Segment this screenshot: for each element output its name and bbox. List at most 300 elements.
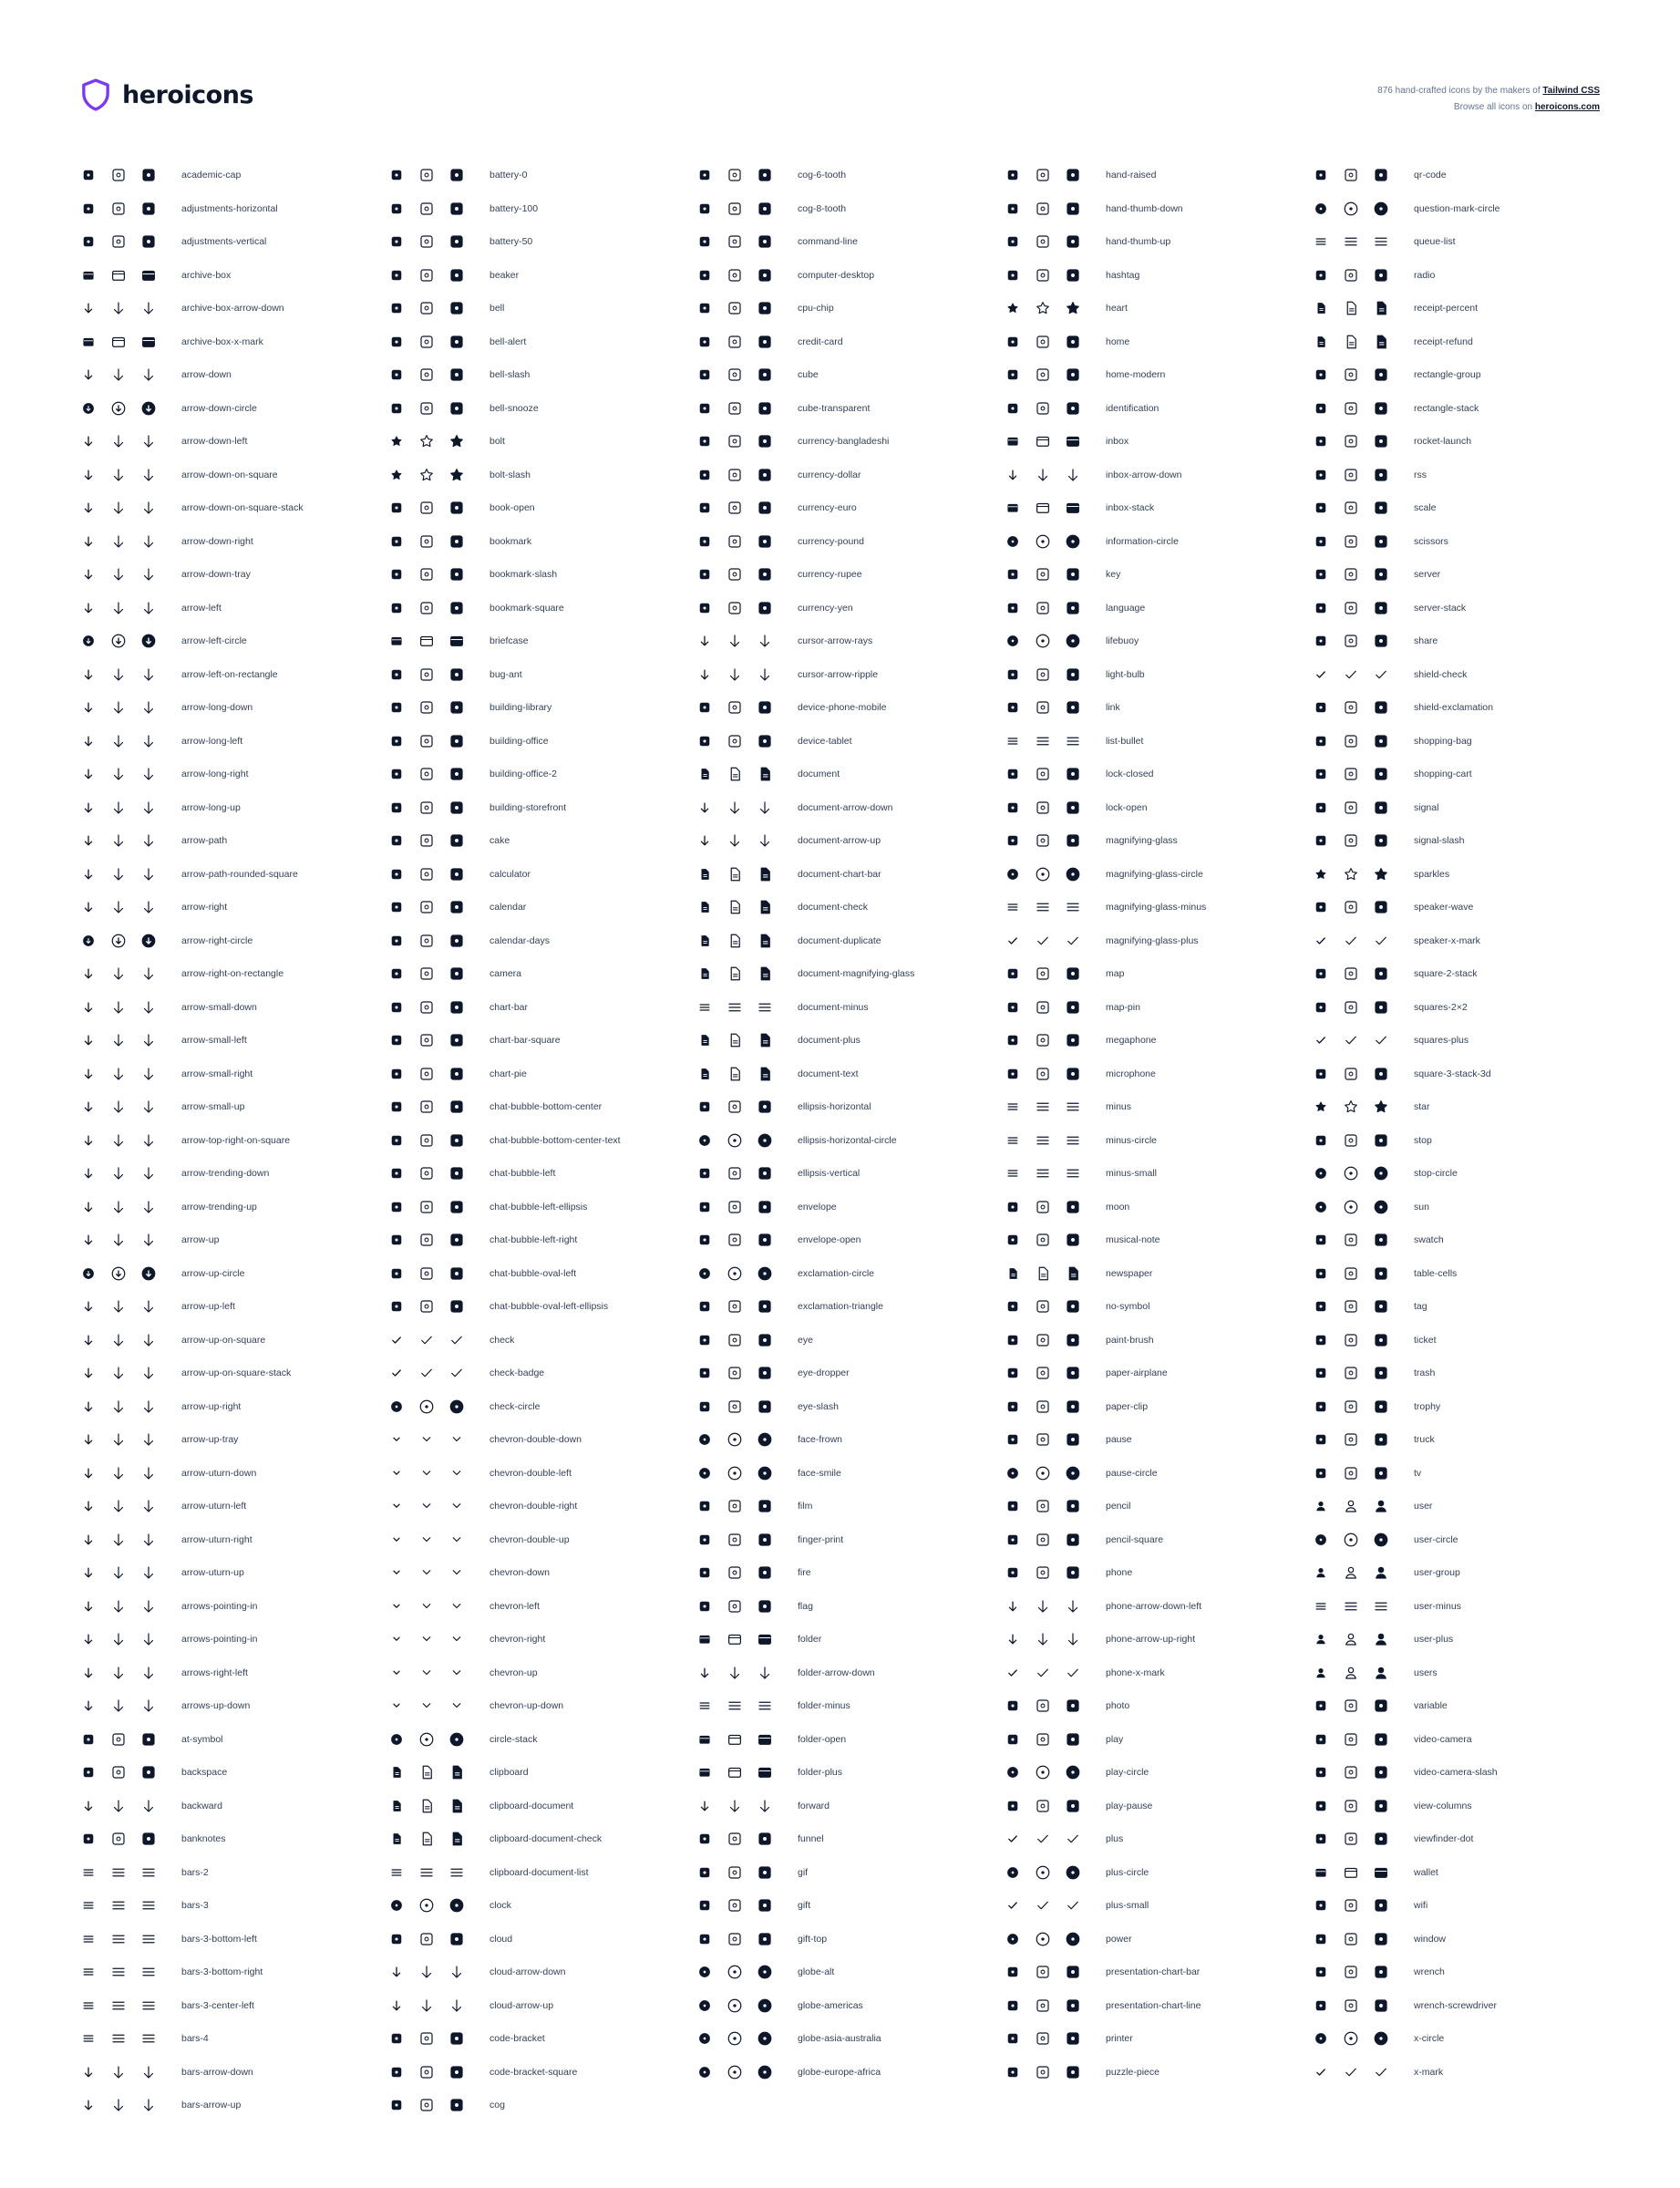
icon-row[interactable] xyxy=(80,1989,381,2023)
arrow-left-circle-mini-icon[interactable] xyxy=(80,633,97,649)
arrow-long-down-mini-icon[interactable] xyxy=(80,699,97,716)
arrow-down-on-square-stack-outline-icon[interactable] xyxy=(110,500,127,516)
cog-solid-icon[interactable] xyxy=(448,2097,465,2113)
chat-bubble-left-ellipsis-mini-icon[interactable] xyxy=(388,1199,405,1215)
folder-minus-outline-icon[interactable] xyxy=(727,1698,743,1714)
scissors-outline-icon[interactable] xyxy=(1343,533,1359,550)
arrow-left-on-rectangle-solid-icon[interactable] xyxy=(140,666,157,683)
icon-row[interactable] xyxy=(696,1989,997,2023)
bolt-mini-icon[interactable] xyxy=(388,433,405,449)
icon-row[interactable] xyxy=(388,1290,689,1324)
inbox-arrow-down-solid-icon[interactable] xyxy=(1065,467,1081,483)
minus-outline-icon[interactable] xyxy=(1035,1099,1051,1115)
minus-circle-outline-icon[interactable] xyxy=(1035,1132,1051,1149)
chat-bubble-oval-left-ellipsis-outline-icon[interactable] xyxy=(418,1298,435,1315)
envelope-open-outline-icon[interactable] xyxy=(727,1232,743,1248)
icon-row[interactable] xyxy=(1005,2022,1305,2056)
icon-row[interactable] xyxy=(1313,1856,1613,1890)
icon-row[interactable] xyxy=(80,1590,381,1624)
photo-outline-icon[interactable] xyxy=(1035,1698,1051,1714)
arrow-long-left-solid-icon[interactable] xyxy=(140,733,157,749)
stop-mini-icon[interactable] xyxy=(1313,1132,1329,1149)
chat-bubble-left-ellipsis-outline-icon[interactable] xyxy=(418,1199,435,1215)
icon-row[interactable] xyxy=(388,1157,689,1191)
presentation-chart-bar-mini-icon[interactable] xyxy=(1005,1964,1021,1980)
arrow-trending-down-outline-icon[interactable] xyxy=(110,1165,127,1182)
icon-row[interactable] xyxy=(1005,624,1305,658)
arrow-down-on-square-stack-solid-icon[interactable] xyxy=(140,500,157,516)
receipt-percent-mini-icon[interactable] xyxy=(1313,300,1329,316)
icon-row[interactable] xyxy=(696,1157,997,1191)
bug-ant-mini-icon[interactable] xyxy=(388,666,405,683)
bolt-slash-solid-icon[interactable] xyxy=(448,467,465,483)
icon-row[interactable] xyxy=(80,1024,381,1058)
magnifying-glass-minus-mini-icon[interactable] xyxy=(1005,899,1021,915)
wrench-screwdriver-mini-icon[interactable] xyxy=(1313,1997,1329,2014)
bars-4-solid-icon[interactable] xyxy=(140,2030,157,2047)
sparkles-outline-icon[interactable] xyxy=(1343,866,1359,882)
x-mark-outline-icon[interactable] xyxy=(1343,2064,1359,2080)
home-outline-icon[interactable] xyxy=(1035,334,1051,350)
user-plus-mini-icon[interactable] xyxy=(1313,1631,1329,1647)
icon-row[interactable] xyxy=(1005,1223,1305,1257)
icon-row[interactable] xyxy=(1313,2022,1613,2056)
document-arrow-down-outline-icon[interactable] xyxy=(727,800,743,816)
plus-solid-icon[interactable] xyxy=(1065,1831,1081,1847)
icon-row[interactable] xyxy=(1005,1024,1305,1058)
icon-row[interactable] xyxy=(696,658,997,692)
folder-minus-solid-icon[interactable] xyxy=(757,1698,773,1714)
arrow-long-down-solid-icon[interactable] xyxy=(140,699,157,716)
icon-row[interactable] xyxy=(696,1058,997,1091)
phone-x-mark-solid-icon[interactable] xyxy=(1065,1665,1081,1681)
icon-row[interactable] xyxy=(388,558,689,592)
inbox-arrow-down-outline-icon[interactable] xyxy=(1035,467,1051,483)
currency-rupee-mini-icon[interactable] xyxy=(696,566,713,583)
arrows-pointing-in-solid-icon[interactable] xyxy=(140,1631,157,1647)
microphone-outline-icon[interactable] xyxy=(1035,1066,1051,1082)
cloud-arrow-up-solid-icon[interactable] xyxy=(448,1997,465,2014)
receipt-refund-solid-icon[interactable] xyxy=(1373,334,1389,350)
pause-circle-solid-icon[interactable] xyxy=(1065,1465,1081,1481)
icon-row[interactable] xyxy=(80,1790,381,1823)
chevron-double-down-outline-icon[interactable] xyxy=(418,1431,435,1448)
ellipsis-horizontal-solid-icon[interactable] xyxy=(757,1099,773,1115)
computer-desktop-mini-icon[interactable] xyxy=(696,267,713,284)
icon-row[interactable] xyxy=(1313,1090,1613,1124)
command-line-outline-icon[interactable] xyxy=(727,233,743,250)
camera-solid-icon[interactable] xyxy=(448,965,465,982)
cake-outline-icon[interactable] xyxy=(418,832,435,849)
plus-circle-mini-icon[interactable] xyxy=(1005,1864,1021,1881)
document-mini-icon[interactable] xyxy=(696,766,713,782)
speaker-x-mark-outline-icon[interactable] xyxy=(1343,933,1359,949)
device-phone-mobile-solid-icon[interactable] xyxy=(757,699,773,716)
radio-mini-icon[interactable] xyxy=(1313,267,1329,284)
wrench-mini-icon[interactable] xyxy=(1313,1964,1329,1980)
icon-row[interactable] xyxy=(80,1357,381,1390)
clipboard-document-solid-icon[interactable] xyxy=(448,1798,465,1814)
adjustments-vertical-outline-icon[interactable] xyxy=(110,233,127,250)
check-mini-icon[interactable] xyxy=(388,1332,405,1348)
icon-row[interactable] xyxy=(1313,425,1613,459)
chart-pie-mini-icon[interactable] xyxy=(388,1066,405,1082)
adjustments-horizontal-outline-icon[interactable] xyxy=(110,201,127,217)
chat-bubble-left-right-outline-icon[interactable] xyxy=(418,1232,435,1248)
document-chart-bar-solid-icon[interactable] xyxy=(757,866,773,882)
arrow-small-left-outline-icon[interactable] xyxy=(110,1032,127,1048)
icon-row[interactable] xyxy=(696,858,997,892)
arrows-up-down-mini-icon[interactable] xyxy=(80,1698,97,1714)
cube-outline-icon[interactable] xyxy=(727,366,743,383)
credit-card-outline-icon[interactable] xyxy=(727,334,743,350)
eye-slash-solid-icon[interactable] xyxy=(757,1398,773,1415)
identification-outline-icon[interactable] xyxy=(1035,400,1051,417)
icon-row[interactable] xyxy=(696,1756,997,1790)
icon-row[interactable] xyxy=(1313,292,1613,325)
gift-top-mini-icon[interactable] xyxy=(696,1931,713,1947)
icon-row[interactable] xyxy=(1313,592,1613,625)
user-minus-solid-icon[interactable] xyxy=(1373,1598,1389,1615)
icon-row[interactable] xyxy=(80,525,381,559)
queue-list-outline-icon[interactable] xyxy=(1343,233,1359,250)
banknotes-mini-icon[interactable] xyxy=(80,1831,97,1847)
document-solid-icon[interactable] xyxy=(757,766,773,782)
banknotes-outline-icon[interactable] xyxy=(110,1831,127,1847)
chat-bubble-oval-left-mini-icon[interactable] xyxy=(388,1265,405,1282)
minus-solid-icon[interactable] xyxy=(1065,1099,1081,1115)
document-minus-outline-icon[interactable] xyxy=(727,999,743,1016)
icon-row[interactable] xyxy=(696,758,997,791)
icon-row[interactable] xyxy=(696,1656,997,1690)
flag-mini-icon[interactable] xyxy=(696,1598,713,1615)
icon-row[interactable] xyxy=(1313,1357,1613,1390)
arrow-right-solid-icon[interactable] xyxy=(140,899,157,915)
funnel-mini-icon[interactable] xyxy=(696,1831,713,1847)
icon-row[interactable] xyxy=(1005,1090,1305,1124)
star-mini-icon[interactable] xyxy=(1313,1099,1329,1115)
map-pin-outline-icon[interactable] xyxy=(1035,999,1051,1016)
swatch-mini-icon[interactable] xyxy=(1313,1232,1329,1248)
globe-americas-outline-icon[interactable] xyxy=(727,1997,743,2014)
trophy-outline-icon[interactable] xyxy=(1343,1398,1359,1415)
icon-row[interactable] xyxy=(388,1423,689,1457)
icon-row[interactable] xyxy=(1313,1956,1613,1989)
magnifying-glass-circle-solid-icon[interactable] xyxy=(1065,866,1081,882)
cloud-outline-icon[interactable] xyxy=(418,1931,435,1947)
heroicons-logo[interactable] xyxy=(80,78,253,111)
video-camera-slash-outline-icon[interactable] xyxy=(1343,1764,1359,1780)
banknotes-solid-icon[interactable] xyxy=(140,1831,157,1847)
document-chart-bar-outline-icon[interactable] xyxy=(727,866,743,882)
icon-row[interactable] xyxy=(1005,1822,1305,1856)
chevron-double-up-outline-icon[interactable] xyxy=(418,1532,435,1548)
globe-americas-solid-icon[interactable] xyxy=(757,1997,773,2014)
chevron-double-up-solid-icon[interactable] xyxy=(448,1532,465,1548)
circle-stack-mini-icon[interactable] xyxy=(388,1731,405,1748)
share-mini-icon[interactable] xyxy=(1313,633,1329,649)
arrow-long-left-outline-icon[interactable] xyxy=(110,733,127,749)
lifebuoy-mini-icon[interactable] xyxy=(1005,633,1021,649)
backspace-mini-icon[interactable] xyxy=(80,1764,97,1780)
icon-row[interactable] xyxy=(696,991,997,1025)
play-pause-solid-icon[interactable] xyxy=(1065,1798,1081,1814)
eye-dropper-outline-icon[interactable] xyxy=(727,1365,743,1381)
battery-100-mini-icon[interactable] xyxy=(388,201,405,217)
moon-outline-icon[interactable] xyxy=(1035,1199,1051,1215)
shield-exclamation-outline-icon[interactable] xyxy=(1343,699,1359,716)
icon-row[interactable] xyxy=(80,758,381,791)
bars-3-bottom-right-outline-icon[interactable] xyxy=(110,1964,127,1980)
chat-bubble-oval-left-solid-icon[interactable] xyxy=(448,1265,465,1282)
forward-mini-icon[interactable] xyxy=(696,1798,713,1814)
phone-outline-icon[interactable] xyxy=(1035,1564,1051,1581)
building-office-2-outline-icon[interactable] xyxy=(418,766,435,782)
paper-clip-outline-icon[interactable] xyxy=(1035,1398,1051,1415)
icon-row[interactable] xyxy=(1005,791,1305,825)
bell-slash-outline-icon[interactable] xyxy=(418,366,435,383)
briefcase-mini-icon[interactable] xyxy=(388,633,405,649)
icon-row[interactable] xyxy=(696,292,997,325)
icon-row[interactable] xyxy=(388,924,689,958)
bell-solid-icon[interactable] xyxy=(448,300,465,316)
icon-row[interactable] xyxy=(1005,957,1305,991)
currency-bangladeshi-mini-icon[interactable] xyxy=(696,433,713,449)
at-symbol-solid-icon[interactable] xyxy=(140,1731,157,1748)
heart-mini-icon[interactable] xyxy=(1005,300,1021,316)
cog-8-tooth-mini-icon[interactable] xyxy=(696,201,713,217)
arrow-long-right-outline-icon[interactable] xyxy=(110,766,127,782)
language-outline-icon[interactable] xyxy=(1035,600,1051,616)
scale-mini-icon[interactable] xyxy=(1313,500,1329,516)
map-outline-icon[interactable] xyxy=(1035,965,1051,982)
icon-row[interactable] xyxy=(1313,159,1613,192)
icon-row[interactable] xyxy=(1005,259,1305,293)
icon-row[interactable] xyxy=(388,592,689,625)
play-mini-icon[interactable] xyxy=(1005,1731,1021,1748)
icon-row[interactable] xyxy=(80,824,381,858)
icon-row[interactable] xyxy=(1313,791,1613,825)
no-symbol-outline-icon[interactable] xyxy=(1035,1298,1051,1315)
speaker-wave-solid-icon[interactable] xyxy=(1373,899,1389,915)
arrow-down-circle-mini-icon[interactable] xyxy=(80,400,97,417)
bell-alert-outline-icon[interactable] xyxy=(418,334,435,350)
icon-row[interactable] xyxy=(388,991,689,1025)
bell-slash-solid-icon[interactable] xyxy=(448,366,465,383)
check-badge-mini-icon[interactable] xyxy=(388,1365,405,1381)
document-text-outline-icon[interactable] xyxy=(727,1066,743,1082)
icon-row[interactable] xyxy=(80,1124,381,1158)
chart-pie-outline-icon[interactable] xyxy=(418,1066,435,1082)
icon-row[interactable] xyxy=(1005,1889,1305,1923)
x-mark-mini-icon[interactable] xyxy=(1313,2064,1329,2080)
square-2-stack-mini-icon[interactable] xyxy=(1313,965,1329,982)
arrow-uturn-left-solid-icon[interactable] xyxy=(140,1498,157,1514)
cog-8-tooth-solid-icon[interactable] xyxy=(757,201,773,217)
hand-raised-outline-icon[interactable] xyxy=(1035,167,1051,183)
icon-row[interactable] xyxy=(1005,225,1305,259)
document-text-mini-icon[interactable] xyxy=(696,1066,713,1082)
hashtag-solid-icon[interactable] xyxy=(1065,267,1081,284)
arrow-small-up-outline-icon[interactable] xyxy=(110,1099,127,1115)
bookmark-solid-icon[interactable] xyxy=(448,533,465,550)
arrow-uturn-up-solid-icon[interactable] xyxy=(140,1564,157,1581)
list-bullet-solid-icon[interactable] xyxy=(1065,733,1081,749)
film-outline-icon[interactable] xyxy=(727,1498,743,1514)
view-columns-solid-icon[interactable] xyxy=(1373,1798,1389,1814)
arrow-left-circle-solid-icon[interactable] xyxy=(140,633,157,649)
arrow-down-right-mini-icon[interactable] xyxy=(80,533,97,550)
chart-bar-square-solid-icon[interactable] xyxy=(448,1032,465,1048)
icon-row[interactable] xyxy=(80,1656,381,1690)
arrow-trending-down-mini-icon[interactable] xyxy=(80,1165,97,1182)
document-chart-bar-mini-icon[interactable] xyxy=(696,866,713,882)
icon-row[interactable] xyxy=(388,1324,689,1357)
swatch-solid-icon[interactable] xyxy=(1373,1232,1389,1248)
shopping-cart-mini-icon[interactable] xyxy=(1313,766,1329,782)
icon-row[interactable] xyxy=(696,824,997,858)
icon-row[interactable] xyxy=(696,159,997,192)
heroicons-site-link[interactable]: heroicons.com xyxy=(1534,102,1600,112)
plus-mini-icon[interactable] xyxy=(1005,1831,1021,1847)
paper-airplane-mini-icon[interactable] xyxy=(1005,1365,1021,1381)
list-bullet-mini-icon[interactable] xyxy=(1005,733,1021,749)
icon-row[interactable] xyxy=(1005,725,1305,759)
icon-row[interactable] xyxy=(388,957,689,991)
icon-row[interactable] xyxy=(696,491,997,525)
variable-outline-icon[interactable] xyxy=(1343,1698,1359,1714)
eye-dropper-mini-icon[interactable] xyxy=(696,1365,713,1381)
tv-solid-icon[interactable] xyxy=(1373,1465,1389,1481)
icon-row[interactable] xyxy=(388,824,689,858)
chart-pie-solid-icon[interactable] xyxy=(448,1066,465,1082)
musical-note-mini-icon[interactable] xyxy=(1005,1232,1021,1248)
magnifying-glass-plus-mini-icon[interactable] xyxy=(1005,933,1021,949)
minus-circle-solid-icon[interactable] xyxy=(1065,1132,1081,1149)
user-minus-mini-icon[interactable] xyxy=(1313,1598,1329,1615)
icon-row[interactable] xyxy=(696,791,997,825)
user-group-outline-icon[interactable] xyxy=(1343,1564,1359,1581)
archive-box-x-mark-outline-icon[interactable] xyxy=(110,334,127,350)
chat-bubble-left-ellipsis-solid-icon[interactable] xyxy=(448,1199,465,1215)
icon-row[interactable] xyxy=(388,725,689,759)
icon-row[interactable] xyxy=(1313,1290,1613,1324)
funnel-solid-icon[interactable] xyxy=(757,1831,773,1847)
document-check-mini-icon[interactable] xyxy=(696,899,713,915)
newspaper-outline-icon[interactable] xyxy=(1035,1265,1051,1282)
archive-box-mini-icon[interactable] xyxy=(80,267,97,284)
cpu-chip-outline-icon[interactable] xyxy=(727,300,743,316)
icon-row[interactable] xyxy=(1313,1656,1613,1690)
bars-2-mini-icon[interactable] xyxy=(80,1864,97,1881)
eye-slash-outline-icon[interactable] xyxy=(727,1398,743,1415)
device-tablet-solid-icon[interactable] xyxy=(757,733,773,749)
computer-desktop-solid-icon[interactable] xyxy=(757,267,773,284)
document-plus-mini-icon[interactable] xyxy=(696,1032,713,1048)
shield-check-solid-icon[interactable] xyxy=(1373,666,1389,683)
arrow-long-left-mini-icon[interactable] xyxy=(80,733,97,749)
backward-outline-icon[interactable] xyxy=(110,1798,127,1814)
check-circle-outline-icon[interactable] xyxy=(418,1398,435,1415)
arrow-long-up-solid-icon[interactable] xyxy=(140,800,157,816)
arrow-uturn-right-solid-icon[interactable] xyxy=(140,1532,157,1548)
bell-alert-mini-icon[interactable] xyxy=(388,334,405,350)
chat-bubble-bottom-center-outline-icon[interactable] xyxy=(418,1099,435,1115)
icon-row[interactable] xyxy=(80,358,381,392)
command-line-solid-icon[interactable] xyxy=(757,233,773,250)
icon-row[interactable] xyxy=(80,1623,381,1656)
chat-bubble-oval-left-outline-icon[interactable] xyxy=(418,1265,435,1282)
x-mark-solid-icon[interactable] xyxy=(1373,2064,1389,2080)
arrow-right-on-rectangle-outline-icon[interactable] xyxy=(110,965,127,982)
truck-mini-icon[interactable] xyxy=(1313,1431,1329,1448)
signal-slash-outline-icon[interactable] xyxy=(1343,832,1359,849)
map-pin-solid-icon[interactable] xyxy=(1065,999,1081,1016)
icon-row[interactable] xyxy=(80,1490,381,1523)
document-check-outline-icon[interactable] xyxy=(727,899,743,915)
pause-solid-icon[interactable] xyxy=(1065,1431,1081,1448)
chevron-up-down-outline-icon[interactable] xyxy=(418,1698,435,1714)
arrow-trending-down-solid-icon[interactable] xyxy=(140,1165,157,1182)
chevron-double-left-solid-icon[interactable] xyxy=(448,1465,465,1481)
icon-row[interactable] xyxy=(1005,758,1305,791)
icon-row[interactable] xyxy=(696,1923,997,1956)
arrow-down-mini-icon[interactable] xyxy=(80,366,97,383)
chat-bubble-left-solid-icon[interactable] xyxy=(448,1165,465,1182)
icon-row[interactable] xyxy=(1005,1689,1305,1723)
icon-row[interactable] xyxy=(80,1223,381,1257)
battery-50-solid-icon[interactable] xyxy=(448,233,465,250)
paint-brush-solid-icon[interactable] xyxy=(1065,1332,1081,1348)
icon-row[interactable] xyxy=(1313,1490,1613,1523)
chevron-double-right-outline-icon[interactable] xyxy=(418,1498,435,1514)
icon-row[interactable] xyxy=(696,259,997,293)
inbox-solid-icon[interactable] xyxy=(1065,433,1081,449)
calendar-solid-icon[interactable] xyxy=(448,899,465,915)
magnifying-glass-outline-icon[interactable] xyxy=(1035,832,1051,849)
icon-row[interactable] xyxy=(388,192,689,226)
icon-row[interactable] xyxy=(1005,1523,1305,1557)
icon-row[interactable] xyxy=(1313,1523,1613,1557)
cloud-arrow-down-mini-icon[interactable] xyxy=(388,1964,405,1980)
arrows-right-left-solid-icon[interactable] xyxy=(140,1665,157,1681)
ellipsis-vertical-solid-icon[interactable] xyxy=(757,1165,773,1182)
window-solid-icon[interactable] xyxy=(1373,1931,1389,1947)
document-minus-solid-icon[interactable] xyxy=(757,999,773,1016)
icon-row[interactable] xyxy=(1313,1024,1613,1058)
icon-row[interactable] xyxy=(388,425,689,459)
icon-row[interactable] xyxy=(1313,1191,1613,1224)
squares-2×2-outline-icon[interactable] xyxy=(1343,999,1359,1016)
currency-pound-solid-icon[interactable] xyxy=(757,533,773,550)
icon-row[interactable] xyxy=(1313,1989,1613,2023)
magnifying-glass-mini-icon[interactable] xyxy=(1005,832,1021,849)
ticket-mini-icon[interactable] xyxy=(1313,1332,1329,1348)
viewfinder-dot-solid-icon[interactable] xyxy=(1373,1831,1389,1847)
calendar-days-solid-icon[interactable] xyxy=(448,933,465,949)
icon-row[interactable] xyxy=(696,2056,997,2090)
arrow-path-mini-icon[interactable] xyxy=(80,832,97,849)
arrow-down-solid-icon[interactable] xyxy=(140,366,157,383)
arrow-small-left-mini-icon[interactable] xyxy=(80,1032,97,1048)
finger-print-mini-icon[interactable] xyxy=(696,1532,713,1548)
folder-open-mini-icon[interactable] xyxy=(696,1731,713,1748)
arrow-down-on-square-mini-icon[interactable] xyxy=(80,467,97,483)
icon-row[interactable] xyxy=(696,1556,997,1590)
arrows-pointing-in-solid-icon[interactable] xyxy=(140,1598,157,1615)
square-2-stack-solid-icon[interactable] xyxy=(1373,965,1389,982)
icon-row[interactable] xyxy=(1005,491,1305,525)
